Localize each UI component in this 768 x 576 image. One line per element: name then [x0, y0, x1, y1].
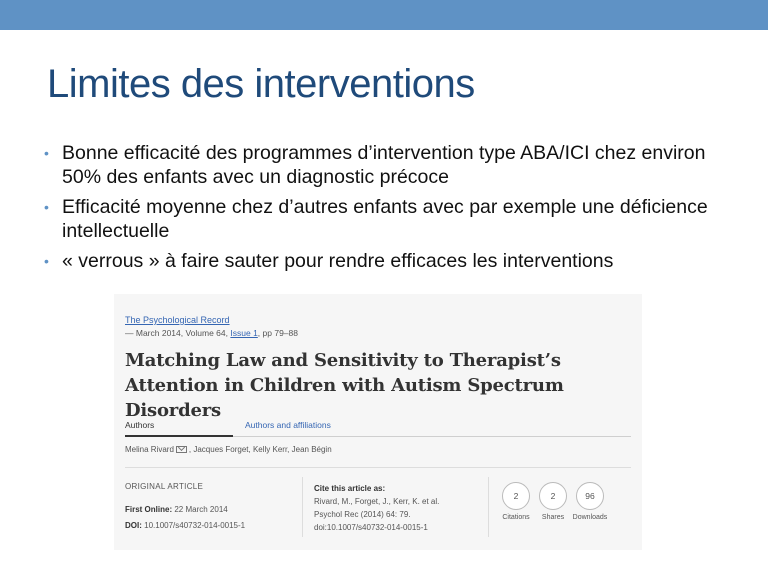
metric-label: Downloads — [572, 514, 608, 521]
metric-value: 96 — [576, 482, 604, 510]
tab-affiliations[interactable]: Authors and affiliations — [245, 420, 331, 430]
article-title: Matching Law and Sensitivity to Therapist’s Attention in Children with Autism Spectrum Disorders — [125, 350, 564, 421]
slide-title: Limites des interventions — [47, 62, 475, 106]
doi-label: DOI: — [125, 521, 142, 530]
bullet-text: « verrous » à faire sauter pour rendre efficaces les interventions — [62, 250, 614, 272]
metric-label: Citations — [502, 514, 530, 521]
meta-prefix: — March 2014, Volume 64, — [125, 328, 229, 338]
bullet-text: Bonne efficacité des programmes d’intervention type ABA/ICI chez environ 50% des enfants avec un diagnostic précoce — [62, 142, 706, 188]
cite-line: Rivard, M., Forget, J., Kerr, K. et al. — [314, 497, 440, 506]
author-name[interactable]: Melina Rivard — [125, 445, 174, 454]
cite-line: Psychol Rec (2014) 64: 79. — [314, 510, 411, 519]
metric-value: 2 — [502, 482, 530, 510]
bullet-item — [44, 195, 744, 243]
metric-downloads[interactable] — [565, 482, 615, 521]
first-online-label: First Online: — [125, 505, 173, 514]
divider — [488, 477, 489, 537]
bullet-text: Efficacité moyenne chez d’autres enfants avec par exemple une déficience intellectuelle — [62, 196, 708, 242]
meta-suffix: , pp 79–88 — [257, 328, 298, 338]
cite-line: doi:10.1007/s40732-014-0015-1 — [314, 523, 428, 532]
article-screenshot — [114, 294, 642, 550]
bullet-dot-icon: • — [44, 199, 49, 215]
author-tabs — [125, 420, 631, 437]
citation-block — [314, 482, 474, 534]
doi — [125, 521, 245, 530]
first-online-value: 22 March 2014 — [174, 505, 228, 514]
author-list — [125, 445, 332, 454]
top-accent-bar — [0, 0, 768, 30]
article-meta — [125, 328, 298, 338]
divider — [302, 477, 303, 537]
article-type: ORIGINAL ARTICLE — [125, 482, 204, 491]
cite-heading: Cite this article as: — [314, 484, 386, 493]
metric-label: Shares — [541, 514, 565, 521]
bullet-dot-icon: • — [44, 145, 49, 161]
metric-value: 2 — [539, 482, 567, 510]
bullet-item — [44, 249, 744, 273]
author-names-rest: , Jacques Forget, Kelly Kerr, Jean Bégin — [188, 445, 332, 454]
bullet-item — [44, 141, 744, 189]
issue-link[interactable]: Issue 1 — [230, 328, 258, 338]
tab-authors[interactable]: Authors — [125, 420, 233, 437]
mail-icon[interactable] — [176, 446, 187, 453]
bullet-dot-icon: • — [44, 253, 49, 269]
divider — [125, 467, 631, 468]
journal-link[interactable]: The Psychological Record — [125, 315, 230, 325]
first-online — [125, 505, 228, 514]
bullet-list — [44, 141, 744, 279]
doi-value[interactable]: 10.1007/s40732-014-0015-1 — [144, 521, 246, 530]
